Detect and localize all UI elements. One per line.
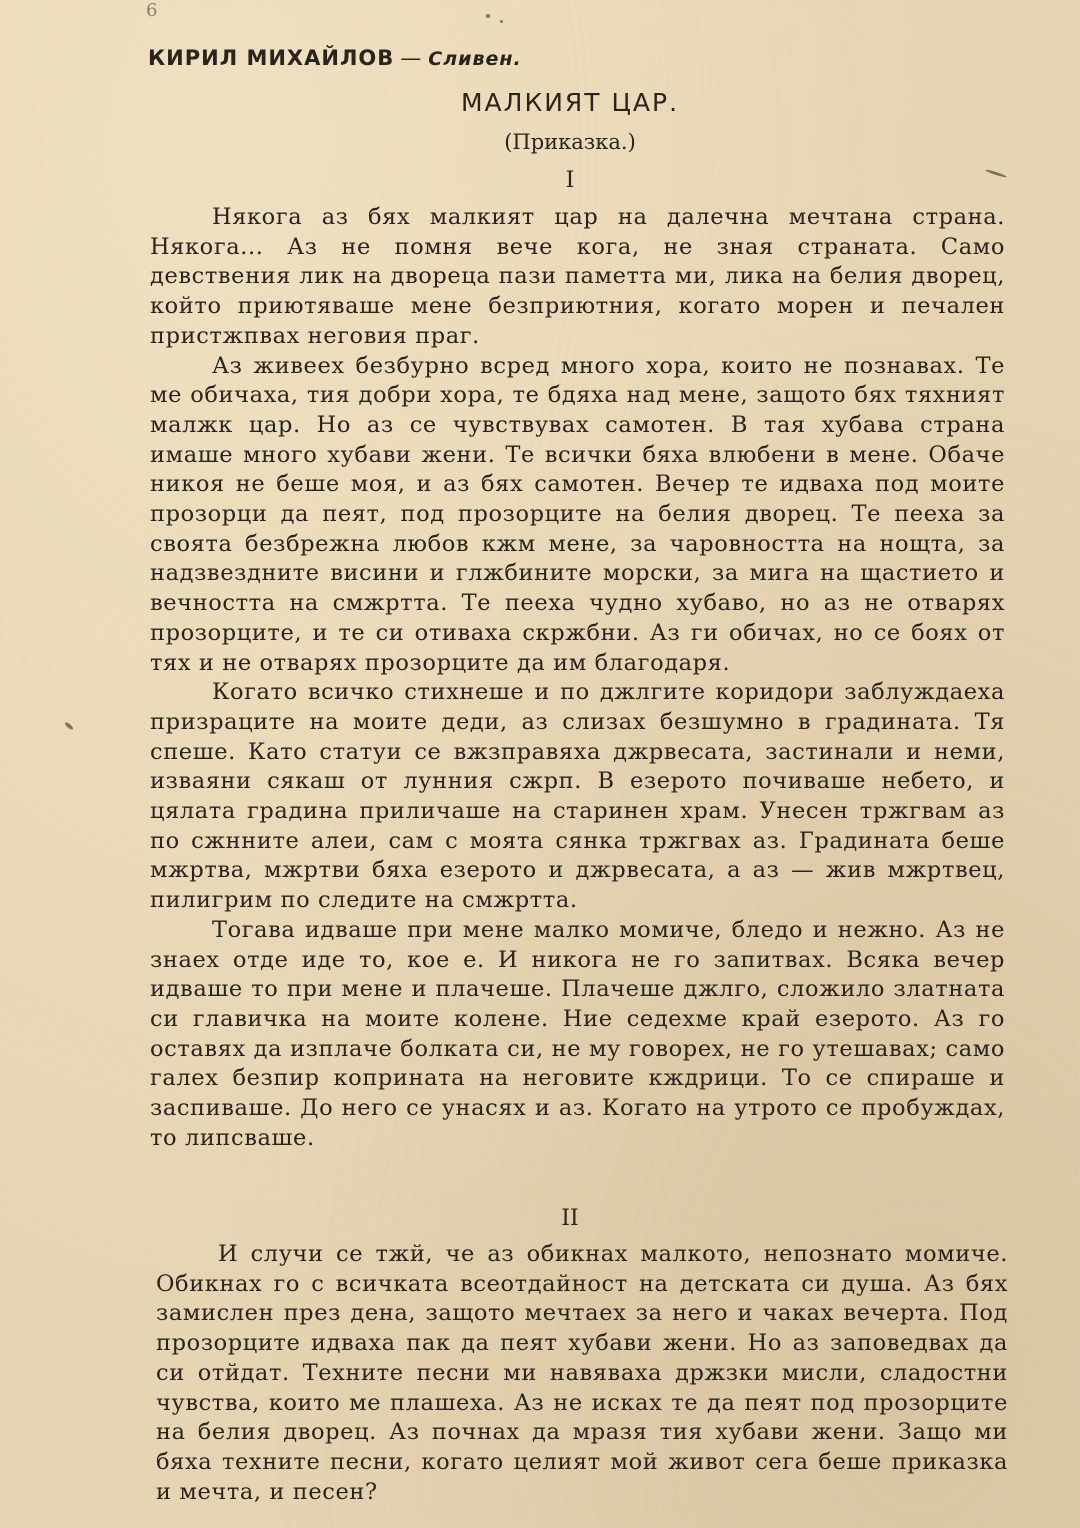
author-city: Сливен.	[428, 48, 522, 70]
section-mark-2: II	[561, 1206, 579, 1231]
paragraph: Тогава идваше при мене малко момиче, бледо и нежно. Аз не знаех отде иде то, кое е. И никога не го запитвах. Всяка вечер идваше то при мене и плачеше. Плачеше джлго, сложило златната си главичка на моите колене. Ние седехме край езерото. Аз го оставях да изплаче болката си, не му говорех, не го утешавах; само галех безпир коприната на неговите кждрици. То се спираше и заспиваше. До него се унасях и аз. Когато на утрото се пробуждах, то липсваше.	[150, 916, 1005, 1151]
story-title: МАЛКИЯТ ЦАР.	[460, 88, 680, 117]
author-line	[148, 46, 522, 70]
author-dash: —	[400, 46, 423, 70]
section-mark-1: I	[565, 168, 575, 193]
section-2-text	[156, 1240, 1008, 1507]
story-subtitle: (Приказка.)	[504, 130, 636, 154]
paragraph: Когато всичко стихнеше и по джлгите коридори заблуждаеха призраците на моите деди, аз слизах безшумно в градината. Тя спеше. Като статуи се вжзправяха джрвесата, застинали и неми, изваяни сякаш от лунния сжрп. В езерото почиваше небето, и цялата градина приличаше на старинен храм. Унесен тржгвам аз по сжнните алеи, сам с моята сянка тржгвах аз. Градината беше мжртва, мжртви бяха езерото и джрвесата, а аз — жив мжртвец, пилигрим по следите на смжртта.	[150, 679, 1005, 914]
author-name: КИРИЛ МИХАЙЛОВ	[148, 46, 395, 70]
paragraph: Някога аз бях малкият цар на далечна мечтана страна. Някога... Аз не помня вече кога, не зная страната. Само девствения лик на двореца пази паметта ми, лика на белия дворец, който приютяваше мене безприютния, когато морен и печален пристжпвах неговия праг.	[150, 204, 1005, 349]
section-1-text	[150, 203, 1005, 1154]
paragraph: Аз живеех безбурно всред много хора, които не познавах. Те ме обичаха, тия добри хора, те бдяха над мене, защото бях тяхният малжк цар. Но аз се чувствувах самотен. В тая хубава страна имаше много хубави жени. Те всички бяха влюбени в мене. Обаче никоя не беше моя, и аз бях самотен. Вечер те идваха под моите прозорци да пеят, под прозорците на белия дворец. Те пееха за своята безбрежна любов кжм мене, за чаровността на нощта, за надзвездните висини и глжбините морски, за мига на щастието и вечността на смжртта. Те пееха чудно хубаво, но аз не отварях прозорците, и те си отиваха скржбни. Аз ги обичах, но се боях от тях и не отварях прозорците да им благодаря.	[150, 352, 1005, 676]
paper-speck	[486, 14, 490, 18]
paper-speck	[500, 20, 503, 23]
paragraph: И случи се тжй, че аз обикнах малкото, непознато момиче. Обикнах го с всичката всеотдайност на детската си душа. Аз бях замислен през дена, защото мечтаех за него и чаках вечерта. Под прозорците идваха пак да пеят хубави жени. Но аз заповедвах да си отйдат. Техните песни ми навяваха држзки мисли, сладостни чувства, които ме плашеха. Аз не исках те да пеят под прозорците на белия дворец. Аз почнах да мразя тия хубави жени. Защо ми бяха техните песни, когато целият мой живот сега беше приказка и мечта, и песен?	[156, 1241, 1008, 1505]
page-number: 6	[146, 0, 158, 21]
paper-speck	[64, 721, 74, 730]
